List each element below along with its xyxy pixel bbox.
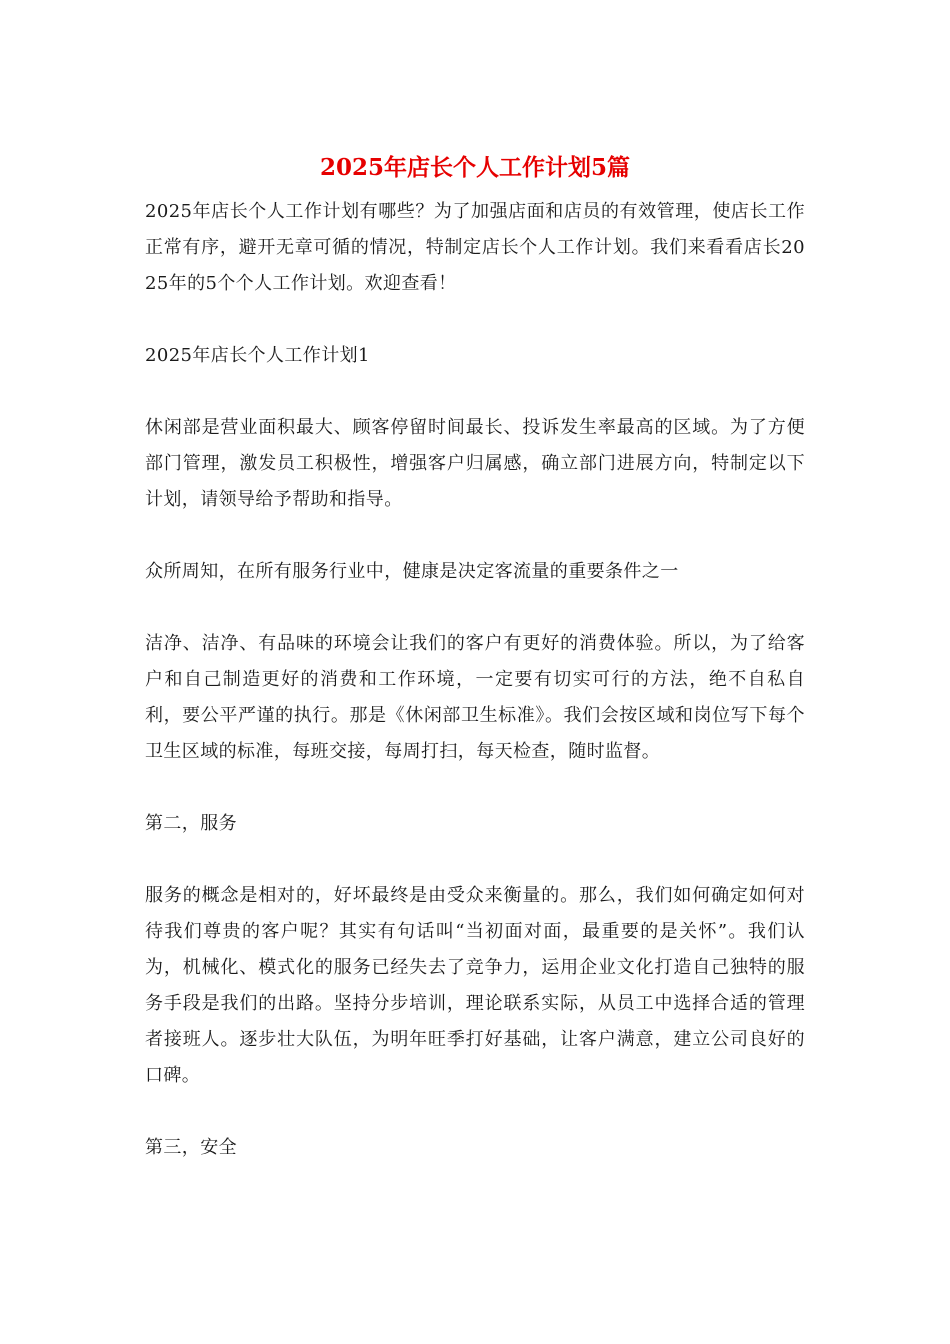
intro-paragraph: 2025年店长个人工作计划有哪些？为了加强店面和店员的有效管理，使店长工作正常有序，避开无章可循的情况，特制定店长个人工作计划。我们来看看店长2025年的5个个人工作计划。欢迎查看！ bbox=[145, 201, 805, 294]
plan-intro-paragraph: 休闲部是营业面积最大、顾客停留时间最长、投诉发生率最高的区域。为了方便部门管理，激发员工积极性，增强客户归属感，确立部门进展方向，特制定以下计划，请领导给予帮助和指导。 bbox=[145, 417, 805, 510]
section-heading-plan-1: 2025年店长个人工作计划1 bbox=[145, 345, 370, 366]
paragraph-spacer bbox=[145, 1094, 805, 1130]
service-paragraph: 服务的概念是相对的，好坏最终是由受众来衡量的。那么，我们如何确定如何对待我们尊贵的客户呢？其实有句话叫“当初面对面，最重要的是关怀”。我们认为，机械化、模式化的服务已经失去了竞争力，运用企业文化打造自己独特的服务手段是我们的出路。坚持分步培训，理论联系实际，从员工中选择合适的管理者接班人。逐步壮大队伍，为明年旺季打好基础，让客户满意，建立公司良好的口碑。 bbox=[145, 885, 805, 1086]
section-heading-service: 第二，服务 bbox=[145, 813, 237, 834]
health-paragraph: 众所周知，在所有服务行业中，健康是决定客流量的重要条件之一 bbox=[145, 561, 679, 582]
paragraph-spacer bbox=[145, 302, 805, 338]
paragraph-spacer bbox=[145, 518, 805, 554]
document-body bbox=[145, 194, 805, 1166]
environment-paragraph: 洁净、洁净、有品味的环境会让我们的客户有更好的消费体验。所以，为了给客户和自己制造更好的消费和工作环境，一定要有切实可行的方法，绝不自私自利，要公平严谨的执行。那是《休闲部卫生标准》。我们会按区域和岗位写下每个卫生区域的标准，每班交接，每周打扫，每天检查，随时监督。 bbox=[145, 633, 805, 762]
section-heading-safety: 第三，安全 bbox=[145, 1137, 237, 1158]
paragraph-spacer bbox=[145, 590, 805, 626]
document-title: 2025年店长个人工作计划5篇 bbox=[319, 154, 631, 181]
paragraph-spacer bbox=[145, 842, 805, 878]
paragraph-spacer bbox=[145, 770, 805, 806]
paragraph-spacer bbox=[145, 374, 805, 410]
